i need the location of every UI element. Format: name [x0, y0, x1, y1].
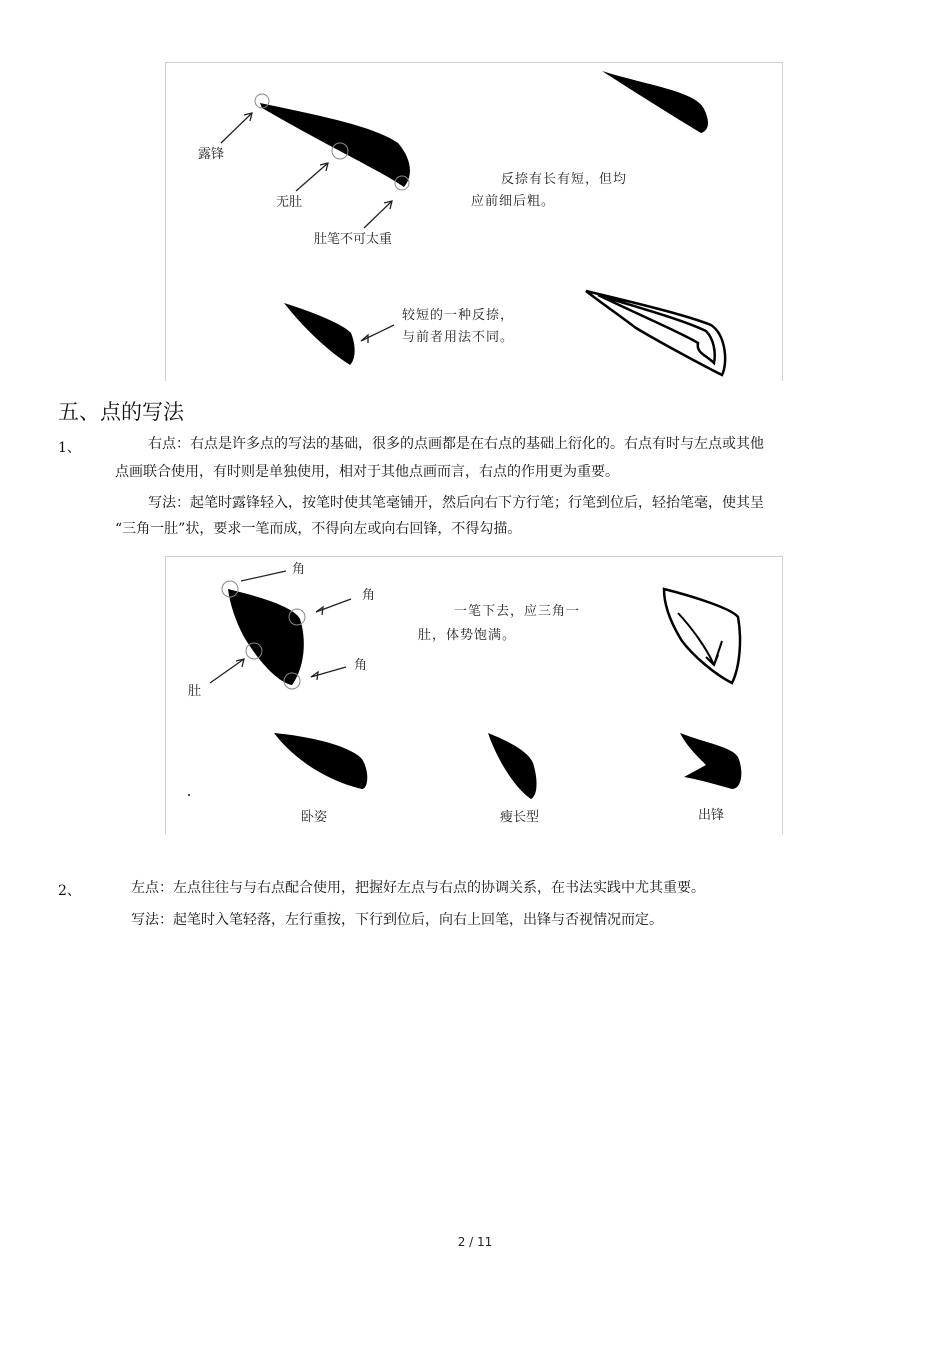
item2-number: 2、	[58, 883, 81, 899]
label-shou-chang: 瘦长型	[500, 810, 540, 825]
item1-method-line2: “三角一肚”状，要求一笔而成，不得向左或向右回锋，不得勾描。	[115, 521, 522, 537]
figure-right-dot-drawing	[166, 557, 782, 834]
right-dot-outline-diagram	[664, 589, 740, 683]
item2-line1: 左点：左点往往与与右点配合使用，把握好左点与右点的协调关系，在书法实践中尤其重要。	[131, 880, 705, 896]
short-fan-na-stroke	[284, 303, 355, 365]
figure-fan-na-strokes	[165, 62, 783, 381]
right-dot-main-stroke	[228, 589, 304, 685]
note-fan-na-line2: 应前细后粗。	[471, 194, 556, 209]
note-right-dot-line1: 一笔下去，应三角一	[454, 604, 581, 619]
label-lu-feng: 露锋	[198, 147, 225, 162]
note-fan-na-line1: 反捺有长有短，但均	[501, 172, 628, 187]
label-jiao-3: 角	[354, 658, 368, 673]
chu-feng-dot-stroke	[680, 733, 741, 789]
fan-na-example-top-right	[602, 71, 708, 133]
item1-method-line1: 写法：起笔时露锋轻入，按笔时使其笔毫铺开，然后向右下方行笔；行笔到位后，轻抬笔毫，使其呈	[148, 495, 764, 511]
shou-chang-dot-stroke	[488, 733, 537, 799]
note-short-line2: 与前者用法不同。	[402, 330, 515, 345]
fan-na-outline-diagram	[586, 291, 725, 375]
note-right-dot-line2: 肚，体势饱满。	[418, 628, 517, 643]
item1-line1: 右点：右点是许多点的写法的基础，很多的点画都是在右点的基础上衍化的。右点有时与左点或其他	[148, 436, 764, 452]
wo-zi-dot-stroke	[274, 733, 367, 789]
label-du-bi: 肚笔不可太重	[314, 232, 393, 247]
item2-method-line1: 写法：起笔时入笔轻落，左行重按，下行到位后，向右上回笔，出锋与否视情况而定。	[131, 912, 663, 928]
section-heading: 五、点的写法	[58, 400, 184, 424]
label-jiao-2: 角	[362, 588, 376, 603]
item1-number: 1、	[58, 440, 81, 456]
label-wu-du: 无肚	[276, 195, 303, 210]
label-chu-feng: 出锋	[698, 808, 725, 823]
item1-line2: 点画联合使用，有时则是单独使用，相对于其他点画而言，右点的作用更为重要。	[115, 464, 619, 480]
figure-right-dot-strokes	[165, 556, 783, 834]
note-short-line1: 较短的一种反捺，	[402, 308, 515, 323]
page-number: 2 / 11	[457, 1235, 493, 1249]
label-wo-zi: 卧姿	[301, 810, 328, 825]
label-du: 肚	[188, 684, 202, 699]
label-jiao-1: 角	[292, 562, 306, 577]
